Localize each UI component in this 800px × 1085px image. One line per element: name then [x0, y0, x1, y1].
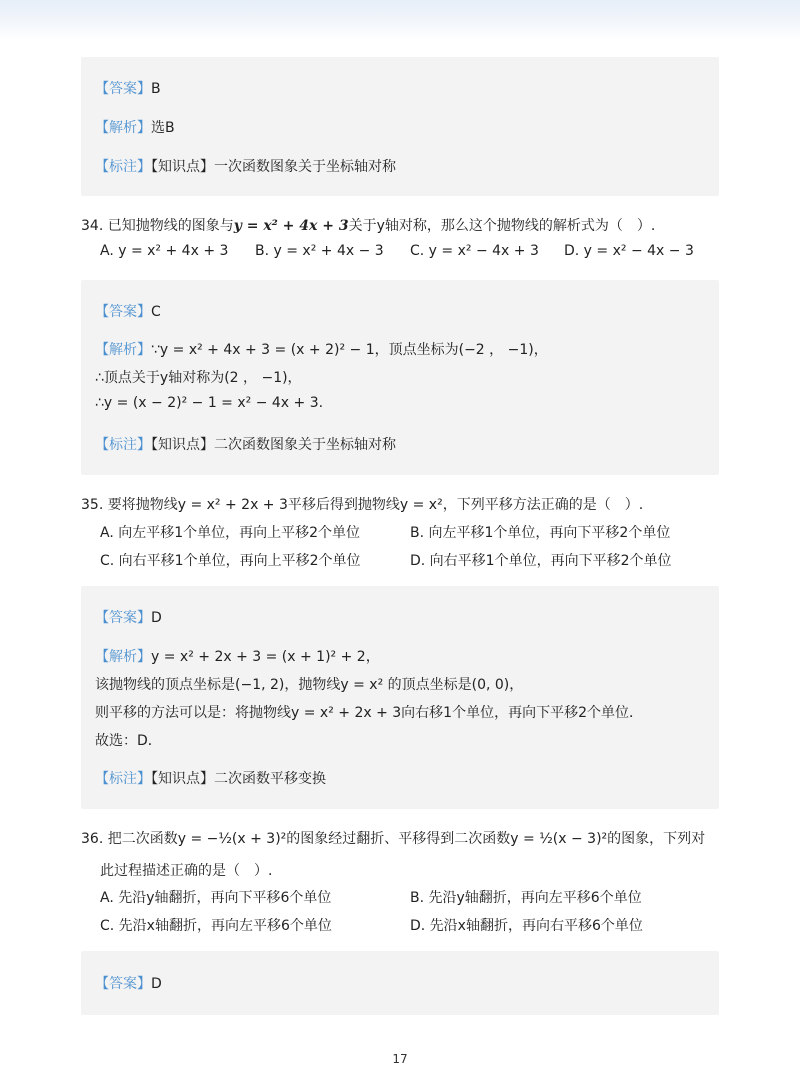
page-number: 17 — [392, 1052, 408, 1066]
note-line-35 — [95, 768, 326, 788]
stem-math: y = x² + 4x + 3 — [233, 218, 349, 234]
answer-label: 【答案】 — [95, 81, 151, 97]
analysis-line-34-1 — [95, 339, 548, 359]
option-c: C. 先沿x轴翻折，再向左平移6个单位 — [100, 918, 332, 934]
stem-text-post: 关于y轴对称，那么这个抛物线的解析式为（ ）. — [348, 218, 656, 234]
option-b: B. y = x² + 4x − 3 — [255, 243, 384, 259]
knowledge-label: 【知识点】 — [151, 159, 214, 175]
option-a: A. 向左平移1个单位，再向上平移2个单位 — [100, 525, 361, 541]
knowledge-text: 二次函数图象关于坐标轴对称 — [214, 437, 396, 453]
analysis-label: 【解析】 — [95, 120, 151, 136]
analysis-line-33 — [95, 117, 175, 137]
note-label: 【标注】 — [95, 771, 151, 787]
answer-line-35 — [95, 607, 162, 627]
analysis-text: 选B — [151, 120, 175, 136]
analysis-label: 【解析】 — [95, 649, 151, 665]
note-label: 【标注】 — [95, 437, 151, 453]
option-c: C. y = x² − 4x + 3 — [410, 243, 539, 259]
question-number: 34. — [81, 218, 104, 234]
option-b: B. 先沿y轴翻折，再向左平移6个单位 — [410, 890, 642, 906]
option-d: D. 先沿x轴翻折，再向右平移6个单位 — [410, 918, 643, 934]
analysis-line-34-2: ∴顶点关于y轴对称为(2 ， −1)， — [95, 370, 302, 386]
page-header-wave — [0, 0, 800, 40]
question-36-stem-line2: 此过程描述正确的是（ ）. — [100, 863, 273, 879]
analysis-line-35-3: 则平移的方法可以是：将抛物线y = x² + 2x + 3向右移1个单位，再向下平移2个单位． — [95, 705, 643, 721]
answer-box-36 — [81, 951, 719, 1015]
question-number: 35. — [81, 497, 104, 513]
question-34-stem — [81, 215, 655, 235]
answer-value: B — [151, 81, 161, 97]
stem-text: 要将抛物线y = x² + 2x + 3平移后得到抛物线y = x²，下列平移方法正确的是（ ）. — [107, 497, 644, 513]
analysis-label: 【解析】 — [95, 342, 151, 358]
answer-label: 【答案】 — [95, 976, 151, 992]
option-d: D. y = x² − 4x − 3 — [564, 243, 694, 259]
note-line-34 — [95, 434, 396, 454]
analysis-line-34-3: ∴y = (x − 2)² − 1 = x² − 4x + 3. — [95, 395, 324, 411]
answer-value: D — [151, 610, 162, 626]
analysis-line-35-1 — [95, 646, 380, 666]
knowledge-label: 【知识点】 — [151, 437, 214, 453]
knowledge-text: 一次函数图象关于坐标轴对称 — [214, 159, 396, 175]
answer-value: C — [151, 304, 161, 320]
analysis-text: ∵y = x² + 4x + 3 = (x + 2)² − 1，顶点坐标为(−2 ， −1)， — [151, 342, 548, 358]
answer-value: D — [151, 976, 162, 992]
option-d: D. 向右平移1个单位，再向下平移2个单位 — [410, 553, 672, 569]
note-line-33 — [95, 156, 396, 176]
option-a: A. 先沿y轴翻折，再向下平移6个单位 — [100, 890, 332, 906]
option-c: C. 向右平移1个单位，再向上平移2个单位 — [100, 553, 361, 569]
answer-label: 【答案】 — [95, 304, 151, 320]
question-35-stem — [81, 494, 643, 514]
answer-line-34 — [95, 301, 161, 321]
answer-line-36 — [95, 973, 162, 993]
knowledge-text: 二次函数平移变换 — [214, 771, 326, 787]
answer-line-33 — [95, 78, 161, 98]
option-b: B. 向左平移1个单位，再向下平移2个单位 — [410, 525, 671, 541]
stem-text: 已知抛物线的图象与 — [107, 218, 234, 234]
analysis-text: y = x² + 2x + 3 = (x + 1)² + 2， — [151, 649, 380, 665]
question-number: 36. — [81, 831, 104, 847]
analysis-line-35-4: 故选：D． — [95, 733, 162, 749]
answer-label: 【答案】 — [95, 610, 151, 626]
question-36-stem — [81, 828, 705, 848]
analysis-line-35-2: 该抛物线的顶点坐标是(−1, 2)，抛物线y = x² 的顶点坐标是(0, 0)， — [95, 677, 524, 693]
option-a: A. y = x² + 4x + 3 — [100, 243, 229, 259]
knowledge-label: 【知识点】 — [151, 771, 214, 787]
stem-text: 把二次函数y = −½(x + 3)²的图象经过翻折、平移得到二次函数y = ½(x − 3)²的图象，下列对 — [107, 831, 706, 847]
note-label: 【标注】 — [95, 159, 151, 175]
